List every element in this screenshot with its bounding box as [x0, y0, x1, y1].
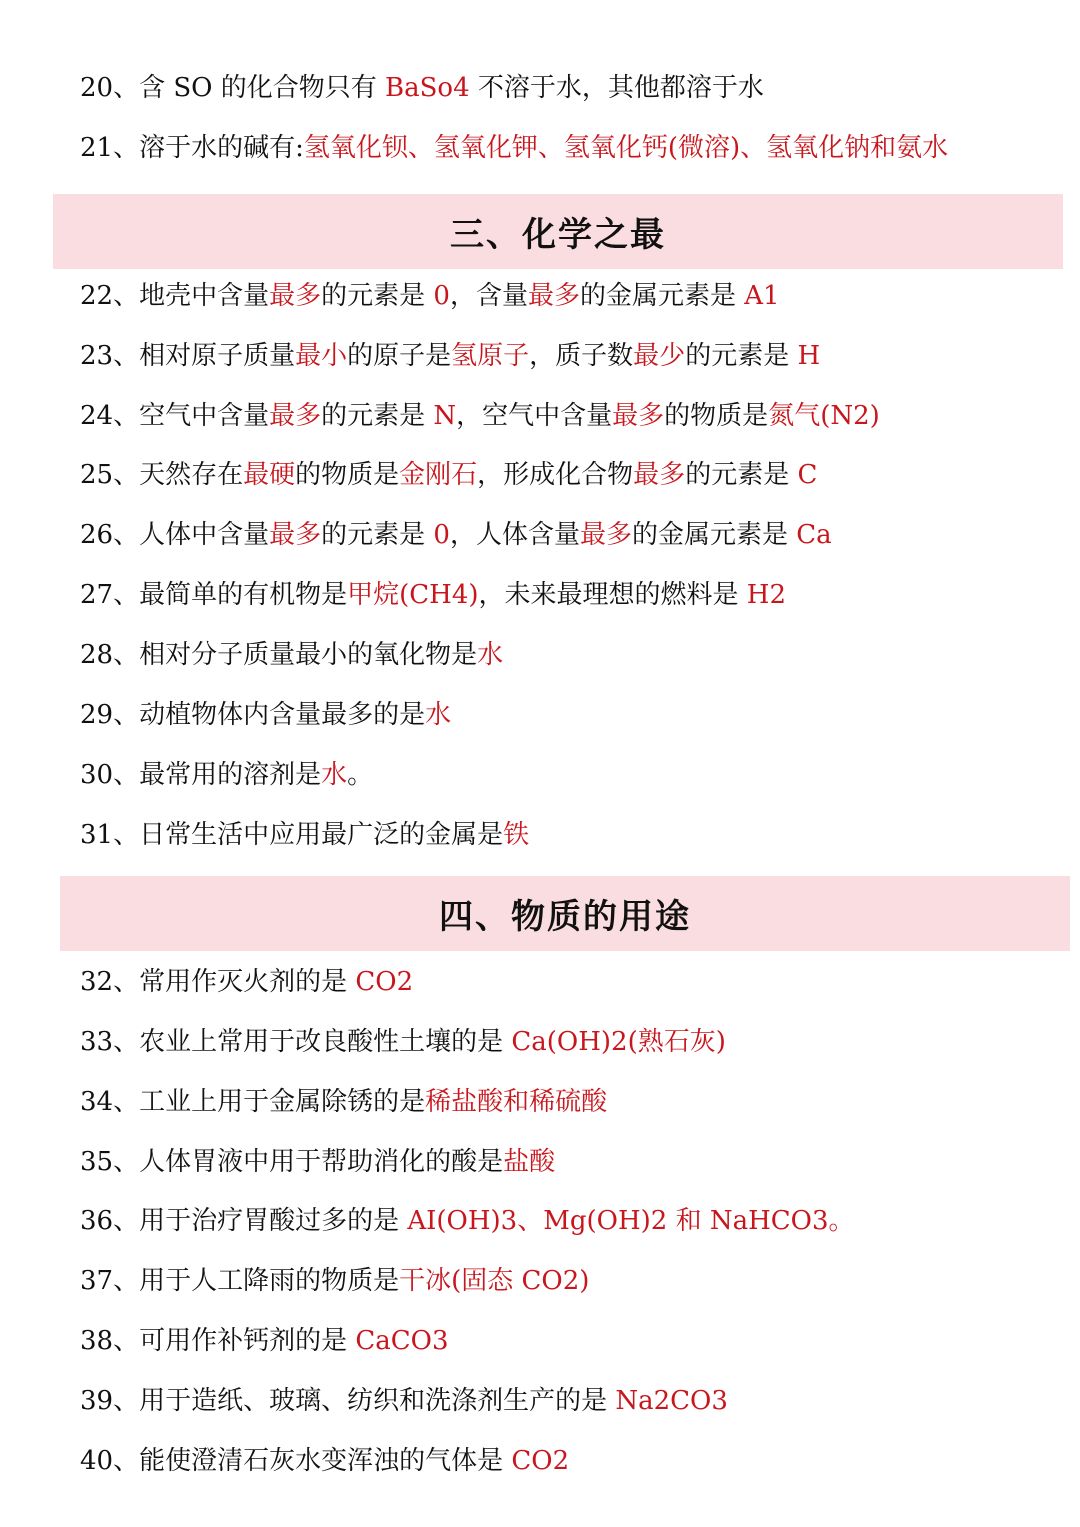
- highlight-text: 水: [477, 640, 504, 670]
- item-number: 34、: [80, 1087, 140, 1117]
- highlight-text: 最小: [295, 341, 348, 371]
- body-text: 用于治疗胃酸过多的是: [139, 1206, 408, 1236]
- item-number: 25、: [80, 460, 140, 490]
- body-text: 的金属元素是: [579, 281, 745, 311]
- section-title-3: 三、化学之最: [450, 215, 666, 255]
- item-20: [80, 70, 764, 106]
- body-text: 溶于水的碱有:: [139, 133, 304, 163]
- item-35: [80, 1144, 555, 1180]
- body-text: 用于造纸、玻璃、纺织和洗涤剂生产的是: [139, 1386, 616, 1416]
- item-number: 40、: [80, 1446, 140, 1476]
- highlight-text: 金刚石: [399, 460, 478, 490]
- body-text: 常用作灭火剂的是: [139, 967, 356, 997]
- item-27: [80, 577, 786, 613]
- highlight-text: CO2: [355, 967, 414, 997]
- highlight-text: 甲烷(CH4): [347, 580, 479, 610]
- body-text: ，含量: [449, 281, 528, 311]
- item-number: 31、: [80, 820, 140, 850]
- body-text: 天然存在: [139, 460, 244, 490]
- item-number: 26、: [80, 520, 140, 550]
- item-number: 22、: [80, 281, 140, 311]
- body-text: 日常生活中应用最广泛的金属是: [139, 820, 504, 850]
- highlight-text: Ca(OH)2(熟石灰): [511, 1027, 726, 1057]
- item-number: 33、: [80, 1027, 140, 1057]
- highlight-text: 氮气(N2): [768, 401, 880, 431]
- section-title-4: 四、物质的用途: [439, 897, 691, 937]
- item-37: [80, 1263, 589, 1299]
- body-text: ，质子数: [529, 341, 634, 371]
- highlight-text: A1: [744, 281, 780, 311]
- highlight-text: CaCO3: [355, 1326, 449, 1356]
- item-22: [80, 278, 780, 314]
- body-text: 可用作补钙剂的是: [139, 1326, 356, 1356]
- highlight-text: Ca: [796, 520, 832, 550]
- item-number: 23、: [80, 341, 140, 371]
- body-text: 的元素是: [685, 460, 798, 490]
- body-text: 的元素是: [685, 341, 798, 371]
- item-number: 39、: [80, 1386, 140, 1416]
- item-number: 24、: [80, 401, 140, 431]
- highlight-text: CO2: [511, 1446, 570, 1476]
- body-text: 人体中含量: [139, 520, 270, 550]
- body-text: 的元素是: [321, 281, 434, 311]
- body-text: 不溶于水，其他都溶于水: [469, 73, 764, 103]
- highlight-text: H: [797, 341, 821, 371]
- item-number: 32、: [80, 967, 140, 997]
- body-text: 的元素是: [321, 520, 434, 550]
- highlight-text: 氢氧化钡、氢氧化钾、氢氧化钙(微溶)、氢氧化钠和氨水: [303, 133, 949, 163]
- body-text: 动植物体内含量最多的是: [139, 700, 426, 730]
- highlight-text: 最多: [633, 460, 686, 490]
- highlight-text: 最多: [579, 520, 632, 550]
- body-text: 相对原子质量: [139, 341, 296, 371]
- item-24: [80, 398, 880, 434]
- section-header-4: [60, 876, 1070, 951]
- body-text: ，空气中含量: [456, 401, 613, 431]
- highlight-text: 最少: [633, 341, 686, 371]
- highlight-text: 0: [433, 281, 450, 311]
- body-text: 的物质是: [295, 460, 400, 490]
- item-39: [80, 1383, 728, 1419]
- highlight-text: 稀盐酸和稀硫酸: [425, 1087, 608, 1117]
- highlight-text: BaSo4: [385, 73, 470, 103]
- highlight-text: 干冰(固态 CO2): [399, 1266, 590, 1296]
- item-number: 21、: [80, 133, 140, 163]
- body-text: 农业上常用于改良酸性土壤的是: [139, 1027, 512, 1057]
- highlight-text: 最多: [527, 281, 580, 311]
- item-number: 38、: [80, 1326, 140, 1356]
- highlight-text: N: [433, 401, 457, 431]
- item-number: 35、: [80, 1147, 140, 1177]
- item-33: [80, 1024, 726, 1060]
- item-38: [80, 1323, 449, 1359]
- item-31: [80, 817, 529, 853]
- item-23: [80, 338, 820, 374]
- item-number: 36、: [80, 1206, 140, 1236]
- item-25: [80, 457, 817, 493]
- item-number: 37、: [80, 1266, 140, 1296]
- item-32: [80, 964, 413, 1000]
- section-header-3: [53, 194, 1063, 269]
- highlight-text: 最多: [269, 281, 322, 311]
- body-text: 能使澄清石灰水变浑浊的气体是: [139, 1446, 512, 1476]
- highlight-text: 盐酸: [503, 1147, 556, 1177]
- item-26: [80, 517, 832, 553]
- body-text: 相对分子质量最小的氧化物是: [139, 640, 478, 670]
- highlight-text: 最多: [612, 401, 665, 431]
- highlight-text: 0: [433, 520, 450, 550]
- body-text: ，人体含量: [449, 520, 580, 550]
- item-number: 20、: [80, 73, 140, 103]
- highlight-text: 最硬: [243, 460, 296, 490]
- item-40: [80, 1443, 569, 1479]
- item-36: [80, 1203, 855, 1239]
- highlight-text: 铁: [503, 820, 530, 850]
- item-21: [80, 130, 948, 166]
- highlight-text: 氢原子: [451, 341, 530, 371]
- item-28: [80, 637, 503, 673]
- item-29: [80, 697, 451, 733]
- body-text: 工业上用于金属除锈的是: [139, 1087, 426, 1117]
- item-number: 29、: [80, 700, 140, 730]
- body-text: 用于人工降雨的物质是: [139, 1266, 400, 1296]
- highlight-text: H2: [746, 580, 786, 610]
- highlight-text: 水: [425, 700, 452, 730]
- item-number: 28、: [80, 640, 140, 670]
- body-text: 的金属元素是: [631, 520, 797, 550]
- body-text: 的元素是: [321, 401, 434, 431]
- item-34: [80, 1084, 607, 1120]
- item-number: 30、: [80, 760, 140, 790]
- body-text: 人体胃液中用于帮助消化的酸是: [139, 1147, 504, 1177]
- body-text: 。: [347, 760, 374, 790]
- body-text: 的原子是: [347, 341, 452, 371]
- body-text: 最常用的溶剂是: [139, 760, 322, 790]
- body-text: ，未来最理想的燃料是: [478, 580, 747, 610]
- item-number: 27、: [80, 580, 140, 610]
- highlight-text: 最多: [269, 401, 322, 431]
- body-text: 空气中含量: [139, 401, 270, 431]
- highlight-text: AI(OH)3、Mg(OH)2 和 NaHCO3。: [407, 1206, 855, 1236]
- highlight-text: 最多: [269, 520, 322, 550]
- body-text: 最简单的有机物是: [139, 580, 348, 610]
- highlight-text: 水: [321, 760, 348, 790]
- highlight-text: Na2CO3: [615, 1386, 728, 1416]
- item-30: [80, 757, 373, 793]
- body-text: 地壳中含量: [139, 281, 270, 311]
- highlight-text: C: [797, 460, 818, 490]
- body-text: 的物质是: [664, 401, 769, 431]
- body-text: 含 SO 的化合物只有: [139, 73, 386, 103]
- body-text: ，形成化合物: [477, 460, 634, 490]
